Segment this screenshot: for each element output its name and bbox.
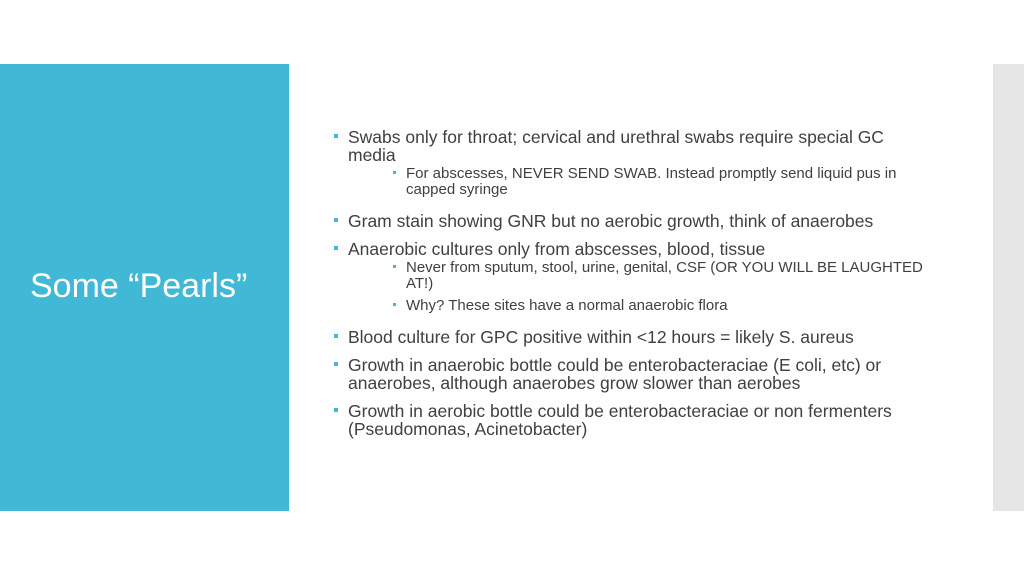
sub-bullet-text: For abscesses, NEVER SEND SWAB. Instead promptly send liquid pus in capped syringe: [406, 165, 897, 198]
bullet-text: Gram stain showing GNR but no aerobic growth, think of anaerobes: [348, 211, 874, 231]
bullet-item: [332, 356, 932, 392]
bullet-list: [332, 128, 932, 448]
sub-bullet-icon: [393, 303, 396, 306]
bullet-text: Growth in anaerobic bottle could be enterobacteraciae (E coli, etc) or anaerobes, although anaerobes grow slower than aerobes: [348, 355, 882, 393]
bullet-icon: [334, 246, 338, 250]
bullet-icon: [334, 408, 338, 412]
sub-bullet-icon: [393, 265, 396, 268]
bullet-text: Swabs only for throat; cervical and urethral swabs require special GC media: [348, 127, 884, 165]
bullet-item: [332, 328, 932, 346]
sub-bullet-text: Why? These sites have a normal anaerobic flora: [406, 297, 728, 314]
bullet-item: [332, 128, 932, 198]
sub-bullet-icon: [393, 171, 396, 174]
slide-title: Some “Pearls”: [30, 267, 248, 305]
bullet-icon: [334, 362, 338, 366]
bullet-item: [332, 240, 932, 314]
sub-bullet-item: [348, 166, 932, 198]
bullet-icon: [334, 134, 338, 138]
bullet-icon: [334, 218, 338, 222]
bullet-text: Blood culture for GPC positive within <12 hours = likely S. aureus: [348, 327, 854, 347]
sub-bullet-text: Never from sputum, stool, urine, genital, CSF (OR YOU WILL BE LAUGHTED AT!): [406, 259, 923, 292]
bullet-icon: [334, 334, 338, 338]
sub-bullet-item: [348, 260, 932, 292]
side-bar: [993, 64, 1024, 511]
bullet-text: Growth in aerobic bottle could be enterobacteraciae or non fermenters (Pseudomonas, Acinetobacter): [348, 401, 892, 439]
bullet-item: [332, 212, 932, 230]
sub-bullet-item: [348, 298, 932, 314]
bullet-text: Anaerobic cultures only from abscesses, blood, tissue: [348, 239, 766, 259]
bullet-item: [332, 402, 932, 438]
